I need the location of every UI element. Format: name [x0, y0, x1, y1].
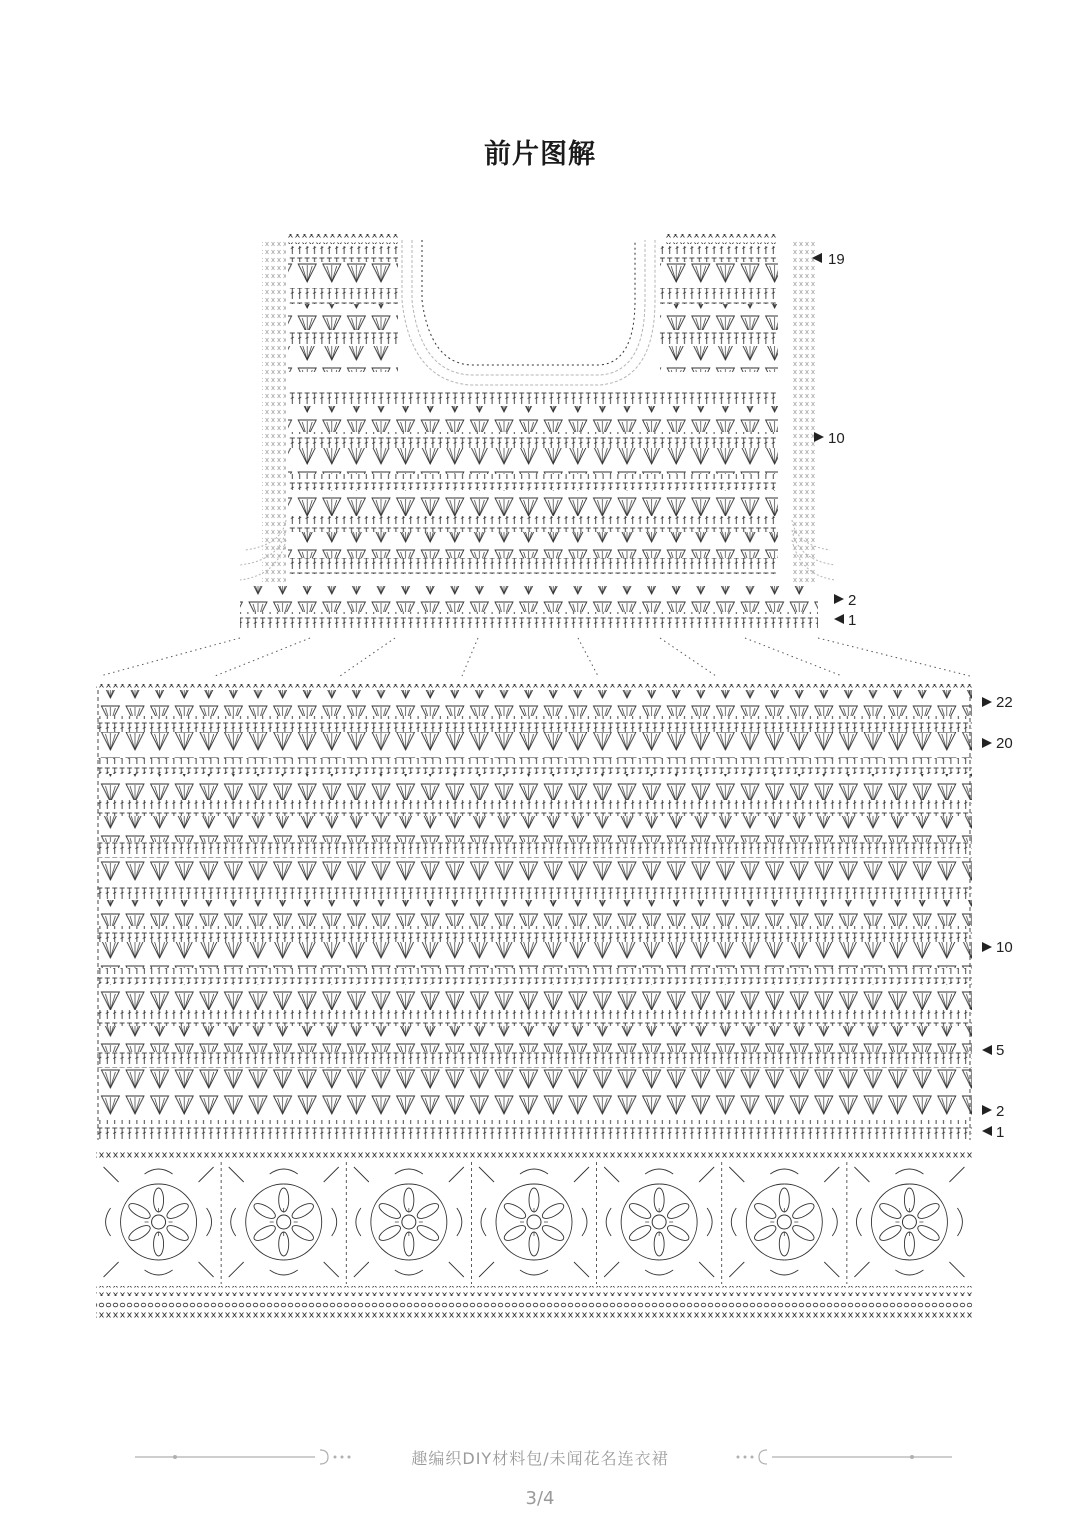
- footer-caption: 趣编织DIY材料包/未闻花名连衣裙: [411, 1449, 669, 1468]
- guide-lines: [100, 638, 970, 676]
- row-label: [982, 735, 1013, 752]
- row-label: [982, 939, 1013, 956]
- yoke-left-shoulder: [288, 246, 398, 372]
- row-label: [834, 612, 856, 629]
- arrow-right-icon: [814, 432, 824, 442]
- flower-motif: [229, 1167, 339, 1277]
- svg-text:5: 5: [996, 1042, 1005, 1059]
- arrow-left-icon: [834, 614, 844, 624]
- arrow-left-icon: [982, 1126, 992, 1136]
- yoke-chart: [240, 234, 835, 628]
- arrow-right-icon: [982, 942, 992, 952]
- svg-text:2: 2: [996, 1103, 1005, 1120]
- row-label: [982, 1124, 1004, 1141]
- yoke-right-shoulder: [660, 246, 778, 372]
- row-label: [814, 430, 845, 447]
- arrow-right-icon: [982, 697, 992, 707]
- svg-text:20: 20: [996, 735, 1013, 752]
- arrow-right-icon: [982, 738, 992, 748]
- svg-text:1: 1: [848, 612, 857, 629]
- arrow-right-icon: [982, 1105, 992, 1115]
- flower-motif: [729, 1167, 839, 1277]
- motif-band: [96, 1150, 972, 1320]
- yoke-right-edge: [792, 240, 816, 585]
- yoke-main-rows: [288, 390, 778, 574]
- svg-text:1: 1: [996, 1124, 1005, 1141]
- flower-motif: [354, 1167, 464, 1277]
- diagram-title: 前片图解: [484, 139, 596, 170]
- yoke-row-2: [240, 586, 818, 612]
- arrow-left-icon: [982, 1045, 992, 1055]
- row-label: [982, 694, 1013, 711]
- svg-text:19: 19: [828, 251, 845, 268]
- row-label: [982, 1042, 1004, 1059]
- yoke-row-1: [240, 612, 818, 628]
- yoke-neckline: [402, 240, 655, 385]
- body-chart: [96, 684, 972, 1140]
- arrow-right-icon: [834, 594, 844, 604]
- body-rows: [96, 690, 972, 1140]
- svg-text:10: 10: [996, 939, 1013, 956]
- yoke-left-edge: [262, 240, 286, 585]
- flower-motif: [104, 1167, 214, 1277]
- row-label: [834, 592, 856, 609]
- page-number: 3/4: [525, 1488, 555, 1509]
- flower-motif: [479, 1167, 589, 1277]
- row-label: [812, 251, 845, 268]
- svg-text:2: 2: [848, 592, 857, 609]
- flower-motif: [854, 1167, 964, 1277]
- svg-text:22: 22: [996, 694, 1013, 711]
- svg-text:10: 10: [828, 430, 845, 447]
- flower-motif: [604, 1167, 714, 1277]
- row-label: [982, 1103, 1004, 1120]
